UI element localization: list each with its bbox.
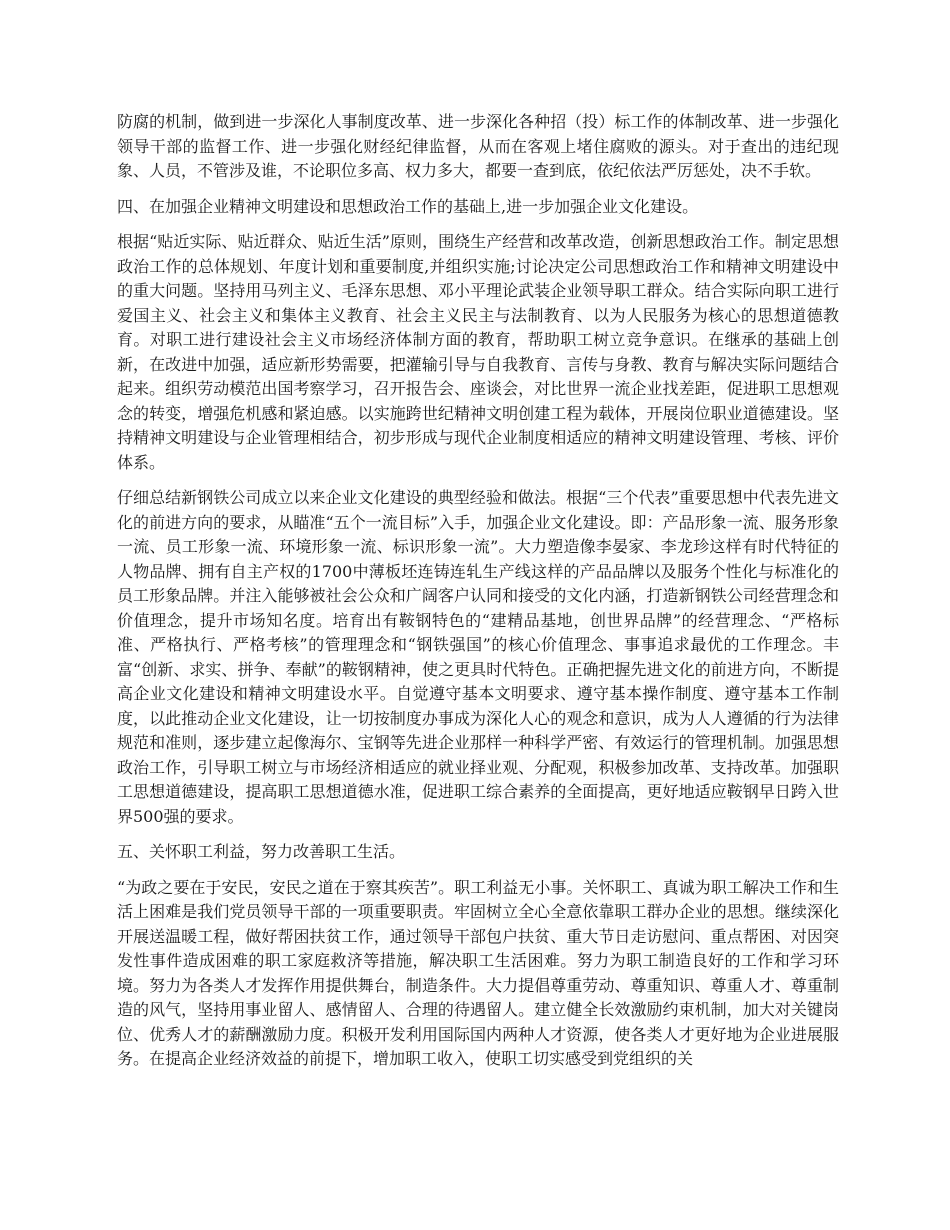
paragraph-employee-care: “为政之要在于安民，安民之道在于察其疾苦”。职工利益无小事。关怀职工、真诚为职工解决工作和生活上困难是我们党员领导干部的一项重要职责。牢固树立全心全意依靠职工群办企业的思想。继续深化开展送温暖工程，做好帮困扶贫工作，通过领导干部包户扶贫、重大节日走访慰问、重点帮困、对因突发性事件造成困难的职工家庭救济等措施，解决职工生活困难。努力为职工制造良好的工作和学习环境。努力为各类人才发挥作用提供舞台，制造条件。大力提倡尊重劳动、尊重知识、尊重人才、尊重制造的风气，坚持用事业留人、感情留人、合理的待遇留人。建立健全长效激励约束机制，加大对关键岗位、优秀人才的薪酬激励力度。积极开发利用国际国内两种人才资源，使各类人才更好地为企业进展服务。在提高企业经济效益的前提下，增加职工收入，使职工切实感受到党组织的关: [117, 877, 839, 1068]
paragraph-corporate-culture: 仔细总结新钢铁公司成立以来企业文化建设的典型经验和做法。根据“三个代表”重要思想中代表先进文化的前进方向的要求，从瞄准“五个一流目标”入手，加强企业文化建设。即：产品形象一流、服务形象一流、员工形象一流、环境形象一流、标识形象一流”。大力塑造像李晏家、李龙珍这样有时代特征的人物品牌、拥有自主产权的1700中薄板坯连铸连轧生产线这样的产品品牌以及服务个性化与标准化的员工形象品牌。并注入能够被社会公众和广阔客户认同和接受的文化内涵，打造新钢铁公司经营理念和价值理念，提升市场知名度。培育出有鞍钢特色的“建精品基地，创世界品牌”的经营理念、“严格标准、严格执行、严格考核”的管理理念和“钢铁强国”的核心价值理念、事事追求最优的工作理念。丰富“创新、求实、拼争、奉献”的鞍钢精神，使之更具时代特色。正确把握先进文化的前进方向，不断提高企业文化建设和精神文明建设水平。自觉遵守基本文明要求、遵守基本操作制度、遵守基本工作制度，以此推动企业文化建设，让一切按制度办事成为深化人心的观念和意识，成为人人遵循的行为法律规范和准则，逐步建立起像海尔、宝钢等先进企业那样一种科学严密、有效运行的管理机制。加强思想政治工作，引导职工树立与市场经济相适应的就业择业观、分配观，积极参加改革、支持改革。加强职工思想道德建设，提高职工思想道德水准，促进职工综合素养的全面提高，更好地适应鞍钢早日跨入世界500强的要求。: [117, 488, 839, 826]
section-heading-four: 四、在加强企业精神文明建设和思想政治工作的基础上,进一步加强企业文化建设。: [117, 196, 699, 216]
document-page: [117, 110, 839, 1083]
section-heading-five: 五、关怀职工利益，努力改善职工生活。: [117, 842, 406, 861]
paragraph-anticorruption: 防腐的机制，做到进一步深化人事制度改革、进一步深化各种招（投）标工作的体制改革、进一步强化领导干部的监督工作、进一步强化财经纪律监督，从而在客观上堵住腐败的源头。对于查出的违纪现象、人员，不管涉及谁，不论职位多高、权力多大，都要一查到底，依纪依法严厉惩处，决不手软。: [117, 112, 839, 180]
paragraph-political-work: 根据“贴近实际、贴近群众、贴近生活”原则，围绕生产经营和改革改造，创新思想政治工作。制定思想政治工作的总体规划、年度计划和重要制度,并组织实施;讨论决定公司思想政治工作和精神文明建设中的重大问题。坚持用马列主义、毛泽东思想、邓小平理论武装企业领导职工群众。结合实际向职工进行爱国主义、社会主义和集体主义教育、社会主义民主与法制教育、以为人民服务为核心的思想道德教育。对职工进行建设社会主义市场经济体制方面的教育，帮助职工树立竞争意识。在继承的基础上创新，在改进中加强，适应新形势需要，把灌输引导与自我教育、言传与身教、教育与解决实际问题结合起来。组织劳动模范出国考察学习，召开报告会、座谈会，对比世界一流企业找差距，促进职工思想观念的转变，增强危机感和紧迫感。以实施跨世纪精神文明创建工程为载体，开展岗位职业道德建设。坚持精神文明建设与企业管理相结合，初步形成与现代企业制度相适应的精神文明建设管理、考核、评价体系。: [117, 232, 839, 472]
